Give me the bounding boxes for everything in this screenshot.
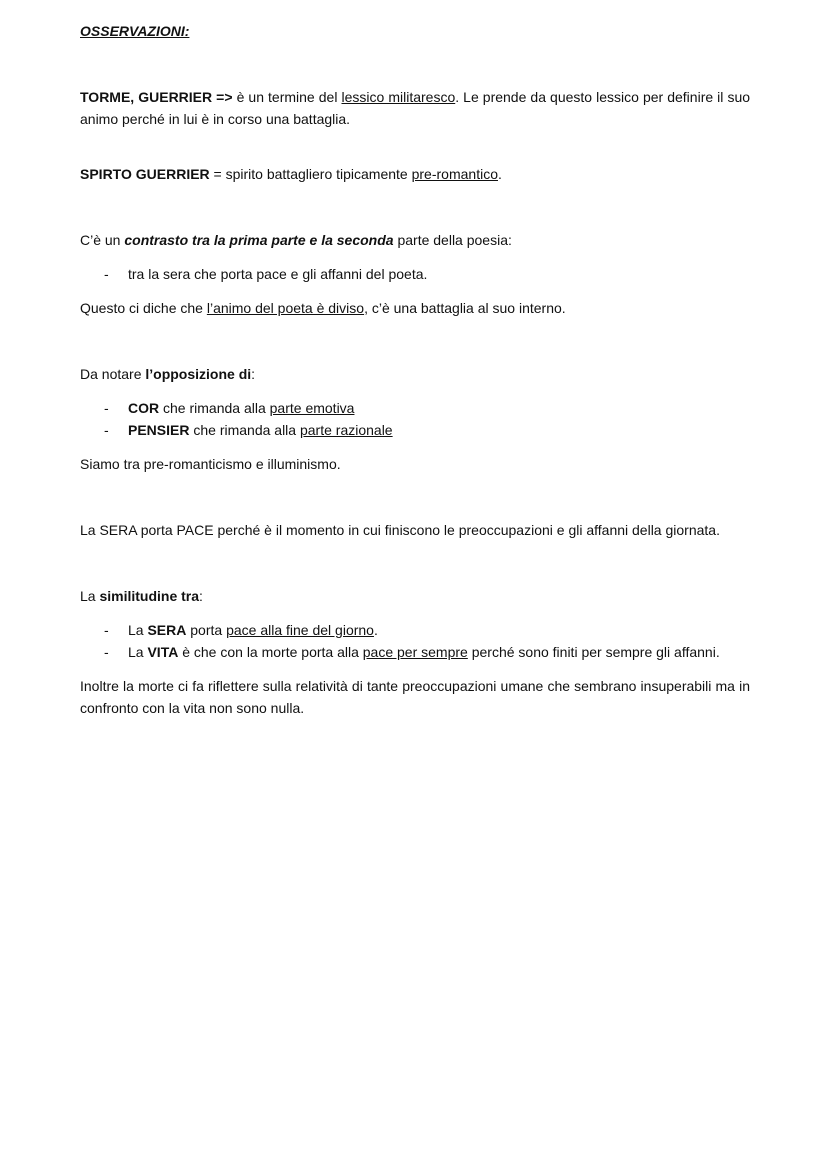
term-spirto-guerrier: SPIRTO GUERRIER: [80, 166, 210, 182]
dash-bullet: -: [104, 400, 109, 416]
dash-bullet: -: [104, 622, 109, 638]
document-content: [80, 20, 750, 719]
term-opposizione: l’opposizione di: [145, 366, 252, 382]
paragraph-contrasto: C’è un contrasto tra la prima parte e la seconda parte della poesia:: [80, 232, 512, 248]
list-item: - COR che rimanda alla parte emotiva: [128, 397, 750, 419]
paragraph-sera-pace: La SERA porta PACE perché è il momento in cui finiscono le preoccupazioni e gli affanni della giornata.: [80, 522, 720, 538]
paragraph-romanticismo: Siamo tra pre-romanticismo e illuminismo.: [80, 456, 341, 472]
emphasis-contrasto: contrasto tra la prima parte e la seconda: [124, 232, 394, 248]
list-item: - PENSIER che rimanda alla parte razionale: [128, 419, 750, 441]
underlined-lessico-militaresco: lessico militaresco: [341, 89, 456, 105]
list-contrasto: [80, 263, 750, 285]
paragraph-similitudine: La similitudine tra:: [80, 588, 203, 604]
dash-bullet: -: [104, 644, 109, 660]
dash-bullet: -: [104, 266, 109, 282]
term-torme-guerrier: TORME, GUERRIER =>: [80, 89, 233, 105]
underlined-animo-diviso: l’animo del poeta è diviso: [206, 300, 365, 316]
term-similitudine: similitudine tra: [99, 588, 200, 604]
paragraph-spirto-guerrier: SPIRTO GUERRIER = spirito battagliero tipicamente pre-romantico.: [80, 166, 502, 182]
list-item: - La VITA è che con la morte porta alla pace per sempre perché sono finiti per sempre gli affanni.: [128, 641, 750, 663]
list-item: - tra la sera che porta pace e gli affanni del poeta.: [128, 263, 750, 285]
paragraph-opposizione: Da notare l’opposizione di:: [80, 366, 256, 382]
paragraph-animo-diviso: Questo ci diche che l’animo del poeta è diviso, c’è una battaglia al suo interno.: [80, 300, 566, 316]
list-opposizione: [80, 397, 750, 441]
dash-bullet: -: [104, 422, 109, 438]
list-similitudine: [80, 619, 750, 663]
list-item: - La SERA porta pace alla fine del giorno.: [128, 619, 750, 641]
paragraph-riflessione-morte: Inoltre la morte ci fa riflettere sulla relatività di tante preoccupazioni umane che sembrano insuperabili ma in confronto con la vita non sono nulla.: [80, 678, 750, 716]
paragraph-torme-guerrier: TORME, GUERRIER => è un termine del lessico militaresco. Le prende da questo lessico per definire il suo animo perché in lui è in corso una battaglia.: [80, 89, 751, 127]
underlined-pre-romantico: pre-romantico: [411, 166, 498, 182]
document-title: OSSERVAZIONI:: [80, 23, 190, 39]
